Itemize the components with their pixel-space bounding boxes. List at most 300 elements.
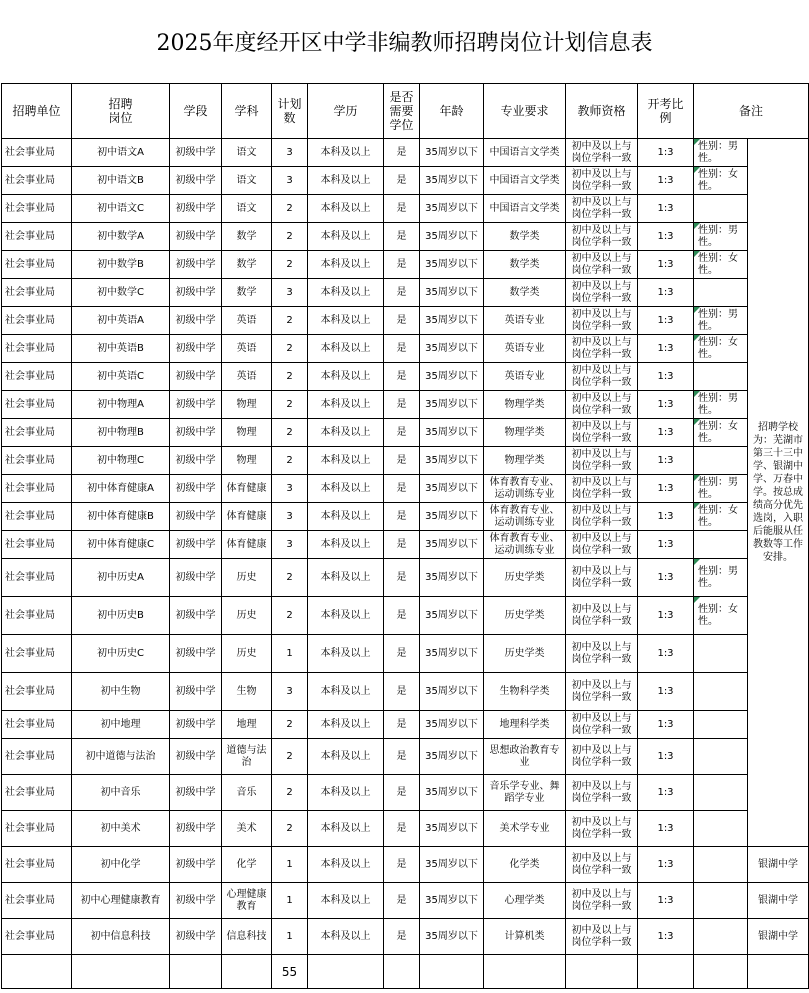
gender-note-cell bbox=[694, 775, 748, 811]
empty-cell bbox=[420, 955, 484, 989]
empty-cell bbox=[484, 955, 566, 989]
header-count: 计划 数 bbox=[272, 84, 308, 139]
header-post: 招聘 岗位 bbox=[72, 84, 170, 139]
degree-cell: 是 bbox=[384, 251, 420, 279]
stage-cell: 初级中学 bbox=[170, 391, 222, 419]
post-cell: 初中英语C bbox=[72, 363, 170, 391]
post-cell: 初中体育健康B bbox=[72, 503, 170, 531]
post-cell: 初中音乐 bbox=[72, 775, 170, 811]
table-row bbox=[2, 167, 809, 195]
subject-cell: 物理 bbox=[222, 419, 272, 447]
unit-cell: 社会事业局 bbox=[2, 335, 72, 363]
age-cell: 35周岁以下 bbox=[420, 811, 484, 847]
age-cell: 35周岁以下 bbox=[420, 559, 484, 597]
degree-cell: 是 bbox=[384, 279, 420, 307]
empty-cell bbox=[384, 955, 420, 989]
school-note-cell: 银湖中学 bbox=[748, 847, 809, 883]
unit-cell: 社会事业局 bbox=[2, 391, 72, 419]
ratio-cell: 1:3 bbox=[638, 475, 694, 503]
major-cell: 数学类 bbox=[484, 279, 566, 307]
age-cell: 35周岁以下 bbox=[420, 251, 484, 279]
subject-cell: 历史 bbox=[222, 635, 272, 673]
major-cell: 中国语言文学类 bbox=[484, 139, 566, 167]
post-cell: 初中信息科技 bbox=[72, 919, 170, 955]
ratio-cell: 1:3 bbox=[638, 531, 694, 559]
qualification-cell: 初中及以上与岗位学科一致 bbox=[566, 559, 638, 597]
table-row bbox=[2, 475, 809, 503]
post-cell: 初中体育健康A bbox=[72, 475, 170, 503]
header-age: 年龄 bbox=[420, 84, 484, 139]
table-row bbox=[2, 919, 809, 955]
total-row bbox=[2, 955, 809, 989]
post-cell: 初中语文B bbox=[72, 167, 170, 195]
qualification-cell: 初中及以上与岗位学科一致 bbox=[566, 419, 638, 447]
education-cell: 本科及以上 bbox=[308, 811, 384, 847]
gender-note-cell bbox=[694, 279, 748, 307]
age-cell: 35周岁以下 bbox=[420, 673, 484, 711]
age-cell: 35周岁以下 bbox=[420, 279, 484, 307]
stage-cell: 初级中学 bbox=[170, 363, 222, 391]
gender-note-cell: 性别：女性。 bbox=[694, 597, 748, 635]
major-cell: 心理学类 bbox=[484, 883, 566, 919]
qualification-cell: 初中及以上与岗位学科一致 bbox=[566, 739, 638, 775]
education-cell: 本科及以上 bbox=[308, 711, 384, 739]
gender-note-cell: 性别：男性。 bbox=[694, 475, 748, 503]
degree-cell: 是 bbox=[384, 711, 420, 739]
gender-note-cell bbox=[694, 711, 748, 739]
gender-note-cell bbox=[694, 811, 748, 847]
table-row bbox=[2, 503, 809, 531]
header-degree: 是否 需要 学位 bbox=[384, 84, 420, 139]
post-cell: 初中物理C bbox=[72, 447, 170, 475]
gender-note-cell: 性别：男性。 bbox=[694, 307, 748, 335]
unit-cell: 社会事业局 bbox=[2, 711, 72, 739]
count-cell: 2 bbox=[272, 447, 308, 475]
stage-cell: 初级中学 bbox=[170, 335, 222, 363]
subject-cell: 体育健康 bbox=[222, 503, 272, 531]
ratio-cell: 1:3 bbox=[638, 673, 694, 711]
major-cell: 体育教育专业、运动训练专业 bbox=[484, 503, 566, 531]
table-row bbox=[2, 391, 809, 419]
table-row bbox=[2, 559, 809, 597]
age-cell: 35周岁以下 bbox=[420, 919, 484, 955]
qualification-cell: 初中及以上与岗位学科一致 bbox=[566, 335, 638, 363]
unit-cell: 社会事业局 bbox=[2, 447, 72, 475]
education-cell: 本科及以上 bbox=[308, 167, 384, 195]
count-cell: 2 bbox=[272, 391, 308, 419]
education-cell: 本科及以上 bbox=[308, 531, 384, 559]
gender-note-cell bbox=[694, 195, 748, 223]
gender-note-cell: 性别：女性。 bbox=[694, 335, 748, 363]
count-cell: 2 bbox=[272, 223, 308, 251]
table-row bbox=[2, 419, 809, 447]
major-cell: 历史学类 bbox=[484, 597, 566, 635]
stage-cell: 初级中学 bbox=[170, 635, 222, 673]
education-cell: 本科及以上 bbox=[308, 391, 384, 419]
major-cell: 体育教育专业、运动训练专业 bbox=[484, 475, 566, 503]
qualification-cell: 初中及以上与岗位学科一致 bbox=[566, 847, 638, 883]
age-cell: 35周岁以下 bbox=[420, 307, 484, 335]
degree-cell: 是 bbox=[384, 635, 420, 673]
stage-cell: 初级中学 bbox=[170, 711, 222, 739]
age-cell: 35周岁以下 bbox=[420, 711, 484, 739]
ratio-cell: 1:3 bbox=[638, 167, 694, 195]
age-cell: 35周岁以下 bbox=[420, 167, 484, 195]
qualification-cell: 初中及以上与岗位学科一致 bbox=[566, 919, 638, 955]
subject-cell: 美术 bbox=[222, 811, 272, 847]
subject-cell: 语文 bbox=[222, 167, 272, 195]
subject-cell: 信息科技 bbox=[222, 919, 272, 955]
age-cell: 35周岁以下 bbox=[420, 883, 484, 919]
major-cell: 历史学类 bbox=[484, 635, 566, 673]
gender-note-cell: 性别：男性。 bbox=[694, 223, 748, 251]
degree-cell: 是 bbox=[384, 739, 420, 775]
table-row bbox=[2, 195, 809, 223]
degree-cell: 是 bbox=[384, 223, 420, 251]
count-cell: 3 bbox=[272, 167, 308, 195]
age-cell: 35周岁以下 bbox=[420, 195, 484, 223]
degree-cell: 是 bbox=[384, 419, 420, 447]
school-note-cell: 银湖中学 bbox=[748, 883, 809, 919]
degree-cell: 是 bbox=[384, 447, 420, 475]
qualification-cell: 初中及以上与岗位学科一致 bbox=[566, 447, 638, 475]
age-cell: 35周岁以下 bbox=[420, 739, 484, 775]
qualification-cell: 初中及以上与岗位学科一致 bbox=[566, 307, 638, 335]
degree-cell: 是 bbox=[384, 919, 420, 955]
age-cell: 35周岁以下 bbox=[420, 335, 484, 363]
unit-cell: 社会事业局 bbox=[2, 475, 72, 503]
unit-cell: 社会事业局 bbox=[2, 597, 72, 635]
education-cell: 本科及以上 bbox=[308, 363, 384, 391]
stage-cell: 初级中学 bbox=[170, 447, 222, 475]
education-cell: 本科及以上 bbox=[308, 279, 384, 307]
major-cell: 体育教育专业、运动训练专业 bbox=[484, 531, 566, 559]
qualification-cell: 初中及以上与岗位学科一致 bbox=[566, 251, 638, 279]
post-cell: 初中数学A bbox=[72, 223, 170, 251]
gender-note-cell bbox=[694, 363, 748, 391]
header-stage: 学段 bbox=[170, 84, 222, 139]
table-row bbox=[2, 775, 809, 811]
subject-cell: 数学 bbox=[222, 279, 272, 307]
degree-cell: 是 bbox=[384, 167, 420, 195]
major-cell: 计算机类 bbox=[484, 919, 566, 955]
count-cell: 1 bbox=[272, 847, 308, 883]
degree-cell: 是 bbox=[384, 335, 420, 363]
count-cell: 2 bbox=[272, 363, 308, 391]
ratio-cell: 1:3 bbox=[638, 279, 694, 307]
qualification-cell: 初中及以上与岗位学科一致 bbox=[566, 673, 638, 711]
subject-cell: 历史 bbox=[222, 559, 272, 597]
age-cell: 35周岁以下 bbox=[420, 597, 484, 635]
major-cell: 历史学类 bbox=[484, 559, 566, 597]
stage-cell: 初级中学 bbox=[170, 195, 222, 223]
post-cell: 初中数学B bbox=[72, 251, 170, 279]
table-row bbox=[2, 673, 809, 711]
merged-remark-cell: 招聘学校为：芜湖市第三十三中学、银湖中学、万春中学。按总成绩高分优先选岗，入职后能服从任教数等工作安排。 bbox=[748, 139, 809, 847]
unit-cell: 社会事业局 bbox=[2, 167, 72, 195]
count-cell: 3 bbox=[272, 673, 308, 711]
ratio-cell: 1:3 bbox=[638, 419, 694, 447]
stage-cell: 初级中学 bbox=[170, 739, 222, 775]
subject-cell: 道德与法治 bbox=[222, 739, 272, 775]
unit-cell: 社会事业局 bbox=[2, 919, 72, 955]
header-subject: 学科 bbox=[222, 84, 272, 139]
subject-cell: 生物 bbox=[222, 673, 272, 711]
education-cell: 本科及以上 bbox=[308, 447, 384, 475]
header-major: 专业要求 bbox=[484, 84, 566, 139]
stage-cell: 初级中学 bbox=[170, 139, 222, 167]
age-cell: 35周岁以下 bbox=[420, 363, 484, 391]
header-qualification: 教师资格 bbox=[566, 84, 638, 139]
unit-cell: 社会事业局 bbox=[2, 559, 72, 597]
education-cell: 本科及以上 bbox=[308, 635, 384, 673]
count-cell: 3 bbox=[272, 279, 308, 307]
degree-cell: 是 bbox=[384, 811, 420, 847]
post-cell: 初中物理B bbox=[72, 419, 170, 447]
major-cell: 中国语言文学类 bbox=[484, 195, 566, 223]
stage-cell: 初级中学 bbox=[170, 811, 222, 847]
count-cell: 3 bbox=[272, 475, 308, 503]
ratio-cell: 1:3 bbox=[638, 363, 694, 391]
table-row bbox=[2, 711, 809, 739]
education-cell: 本科及以上 bbox=[308, 919, 384, 955]
qualification-cell: 初中及以上与岗位学科一致 bbox=[566, 139, 638, 167]
age-cell: 35周岁以下 bbox=[420, 391, 484, 419]
unit-cell: 社会事业局 bbox=[2, 223, 72, 251]
qualification-cell: 初中及以上与岗位学科一致 bbox=[566, 811, 638, 847]
empty-cell bbox=[694, 955, 748, 989]
count-cell: 3 bbox=[272, 531, 308, 559]
qualification-cell: 初中及以上与岗位学科一致 bbox=[566, 167, 638, 195]
gender-note-cell bbox=[694, 847, 748, 883]
stage-cell: 初级中学 bbox=[170, 279, 222, 307]
major-cell: 英语专业 bbox=[484, 307, 566, 335]
subject-cell: 音乐 bbox=[222, 775, 272, 811]
subject-cell: 化学 bbox=[222, 847, 272, 883]
gender-note-cell: 性别：男性。 bbox=[694, 139, 748, 167]
gender-note-cell bbox=[694, 673, 748, 711]
qualification-cell: 初中及以上与岗位学科一致 bbox=[566, 775, 638, 811]
count-cell: 2 bbox=[272, 335, 308, 363]
post-cell: 初中历史B bbox=[72, 597, 170, 635]
major-cell: 物理学类 bbox=[484, 419, 566, 447]
post-cell: 初中美术 bbox=[72, 811, 170, 847]
stage-cell: 初级中学 bbox=[170, 775, 222, 811]
qualification-cell: 初中及以上与岗位学科一致 bbox=[566, 195, 638, 223]
ratio-cell: 1:3 bbox=[638, 847, 694, 883]
unit-cell: 社会事业局 bbox=[2, 139, 72, 167]
degree-cell: 是 bbox=[384, 847, 420, 883]
education-cell: 本科及以上 bbox=[308, 223, 384, 251]
post-cell: 初中数学C bbox=[72, 279, 170, 307]
ratio-cell: 1:3 bbox=[638, 597, 694, 635]
education-cell: 本科及以上 bbox=[308, 419, 384, 447]
age-cell: 35周岁以下 bbox=[420, 847, 484, 883]
gender-note-cell: 性别：女性。 bbox=[694, 503, 748, 531]
gender-note-cell bbox=[694, 635, 748, 673]
table-row bbox=[2, 335, 809, 363]
stage-cell: 初级中学 bbox=[170, 597, 222, 635]
unit-cell: 社会事业局 bbox=[2, 635, 72, 673]
post-cell: 初中语文C bbox=[72, 195, 170, 223]
gender-note-cell bbox=[694, 739, 748, 775]
subject-cell: 语文 bbox=[222, 195, 272, 223]
qualification-cell: 初中及以上与岗位学科一致 bbox=[566, 531, 638, 559]
education-cell: 本科及以上 bbox=[308, 739, 384, 775]
ratio-cell: 1:3 bbox=[638, 223, 694, 251]
unit-cell: 社会事业局 bbox=[2, 195, 72, 223]
empty-cell bbox=[72, 955, 170, 989]
count-cell: 2 bbox=[272, 195, 308, 223]
stage-cell: 初级中学 bbox=[170, 475, 222, 503]
header-ratio: 开考比 例 bbox=[638, 84, 694, 139]
subject-cell: 英语 bbox=[222, 363, 272, 391]
table-row bbox=[2, 883, 809, 919]
degree-cell: 是 bbox=[384, 503, 420, 531]
gender-note-cell: 性别：女性。 bbox=[694, 419, 748, 447]
stage-cell: 初级中学 bbox=[170, 673, 222, 711]
major-cell: 数学类 bbox=[484, 251, 566, 279]
major-cell: 中国语言文学类 bbox=[484, 167, 566, 195]
empty-cell bbox=[748, 955, 809, 989]
table-row bbox=[2, 447, 809, 475]
table-row bbox=[2, 811, 809, 847]
stage-cell: 初级中学 bbox=[170, 223, 222, 251]
major-cell: 地理科学类 bbox=[484, 711, 566, 739]
qualification-cell: 初中及以上与岗位学科一致 bbox=[566, 475, 638, 503]
stage-cell: 初级中学 bbox=[170, 419, 222, 447]
age-cell: 35周岁以下 bbox=[420, 223, 484, 251]
gender-note-cell: 性别：女性。 bbox=[694, 251, 748, 279]
table-row bbox=[2, 307, 809, 335]
education-cell: 本科及以上 bbox=[308, 847, 384, 883]
count-cell: 3 bbox=[272, 503, 308, 531]
subject-cell: 数学 bbox=[222, 223, 272, 251]
post-cell: 初中历史A bbox=[72, 559, 170, 597]
header-unit: 招聘单位 bbox=[2, 84, 72, 139]
post-cell: 初中体育健康C bbox=[72, 531, 170, 559]
count-cell: 2 bbox=[272, 251, 308, 279]
unit-cell: 社会事业局 bbox=[2, 307, 72, 335]
table-row bbox=[2, 739, 809, 775]
post-cell: 初中历史C bbox=[72, 635, 170, 673]
subject-cell: 语文 bbox=[222, 139, 272, 167]
age-cell: 35周岁以下 bbox=[420, 531, 484, 559]
header-education: 学历 bbox=[308, 84, 384, 139]
unit-cell: 社会事业局 bbox=[2, 531, 72, 559]
table-row bbox=[2, 139, 809, 167]
age-cell: 35周岁以下 bbox=[420, 419, 484, 447]
table-row bbox=[2, 531, 809, 559]
table-row bbox=[2, 597, 809, 635]
degree-cell: 是 bbox=[384, 363, 420, 391]
gender-note-cell bbox=[694, 919, 748, 955]
education-cell: 本科及以上 bbox=[308, 503, 384, 531]
age-cell: 35周岁以下 bbox=[420, 635, 484, 673]
stage-cell: 初级中学 bbox=[170, 847, 222, 883]
unit-cell: 社会事业局 bbox=[2, 279, 72, 307]
major-cell: 美术学专业 bbox=[484, 811, 566, 847]
count-cell: 1 bbox=[272, 635, 308, 673]
degree-cell: 是 bbox=[384, 531, 420, 559]
gender-note-cell: 性别：女性。 bbox=[694, 167, 748, 195]
total-count: 55 bbox=[272, 955, 308, 989]
subject-cell: 物理 bbox=[222, 447, 272, 475]
ratio-cell: 1:3 bbox=[638, 195, 694, 223]
post-cell: 初中语文A bbox=[72, 139, 170, 167]
table-row bbox=[2, 223, 809, 251]
table-row bbox=[2, 363, 809, 391]
ratio-cell: 1:3 bbox=[638, 711, 694, 739]
gender-note-cell bbox=[694, 531, 748, 559]
qualification-cell: 初中及以上与岗位学科一致 bbox=[566, 279, 638, 307]
education-cell: 本科及以上 bbox=[308, 883, 384, 919]
qualification-cell: 初中及以上与岗位学科一致 bbox=[566, 883, 638, 919]
major-cell: 英语专业 bbox=[484, 363, 566, 391]
subject-cell: 物理 bbox=[222, 391, 272, 419]
education-cell: 本科及以上 bbox=[308, 307, 384, 335]
education-cell: 本科及以上 bbox=[308, 775, 384, 811]
qualification-cell: 初中及以上与岗位学科一致 bbox=[566, 391, 638, 419]
table-row bbox=[2, 279, 809, 307]
post-cell: 初中心理健康教育 bbox=[72, 883, 170, 919]
stage-cell: 初级中学 bbox=[170, 559, 222, 597]
education-cell: 本科及以上 bbox=[308, 475, 384, 503]
subject-cell: 英语 bbox=[222, 335, 272, 363]
stage-cell: 初级中学 bbox=[170, 883, 222, 919]
count-cell: 2 bbox=[272, 711, 308, 739]
degree-cell: 是 bbox=[384, 883, 420, 919]
degree-cell: 是 bbox=[384, 391, 420, 419]
page-title: 2025年度经开区中学非编教师招聘岗位计划信息表 bbox=[156, 31, 653, 56]
education-cell: 本科及以上 bbox=[308, 559, 384, 597]
degree-cell: 是 bbox=[384, 775, 420, 811]
school-note-cell: 银湖中学 bbox=[748, 919, 809, 955]
unit-cell: 社会事业局 bbox=[2, 847, 72, 883]
education-cell: 本科及以上 bbox=[308, 251, 384, 279]
major-cell: 物理学类 bbox=[484, 391, 566, 419]
major-cell: 物理学类 bbox=[484, 447, 566, 475]
unit-cell: 社会事业局 bbox=[2, 419, 72, 447]
count-cell: 2 bbox=[272, 739, 308, 775]
degree-cell: 是 bbox=[384, 307, 420, 335]
education-cell: 本科及以上 bbox=[308, 195, 384, 223]
post-cell: 初中物理A bbox=[72, 391, 170, 419]
post-cell: 初中化学 bbox=[72, 847, 170, 883]
subject-cell: 地理 bbox=[222, 711, 272, 739]
major-cell: 化学类 bbox=[484, 847, 566, 883]
degree-cell: 是 bbox=[384, 673, 420, 711]
qualification-cell: 初中及以上与岗位学科一致 bbox=[566, 223, 638, 251]
unit-cell: 社会事业局 bbox=[2, 811, 72, 847]
stage-cell: 初级中学 bbox=[170, 503, 222, 531]
count-cell: 2 bbox=[272, 559, 308, 597]
post-cell: 初中英语B bbox=[72, 335, 170, 363]
ratio-cell: 1:3 bbox=[638, 919, 694, 955]
major-cell: 思想政治教育专业 bbox=[484, 739, 566, 775]
header-row bbox=[2, 84, 809, 139]
count-cell: 1 bbox=[272, 919, 308, 955]
count-cell: 2 bbox=[272, 597, 308, 635]
qualification-cell: 初中及以上与岗位学科一致 bbox=[566, 635, 638, 673]
major-cell: 音乐学专业、舞蹈学专业 bbox=[484, 775, 566, 811]
empty-cell bbox=[2, 955, 72, 989]
subject-cell: 心理健康教育 bbox=[222, 883, 272, 919]
count-cell: 1 bbox=[272, 883, 308, 919]
subject-cell: 数学 bbox=[222, 251, 272, 279]
major-cell: 数学类 bbox=[484, 223, 566, 251]
major-cell: 英语专业 bbox=[484, 335, 566, 363]
